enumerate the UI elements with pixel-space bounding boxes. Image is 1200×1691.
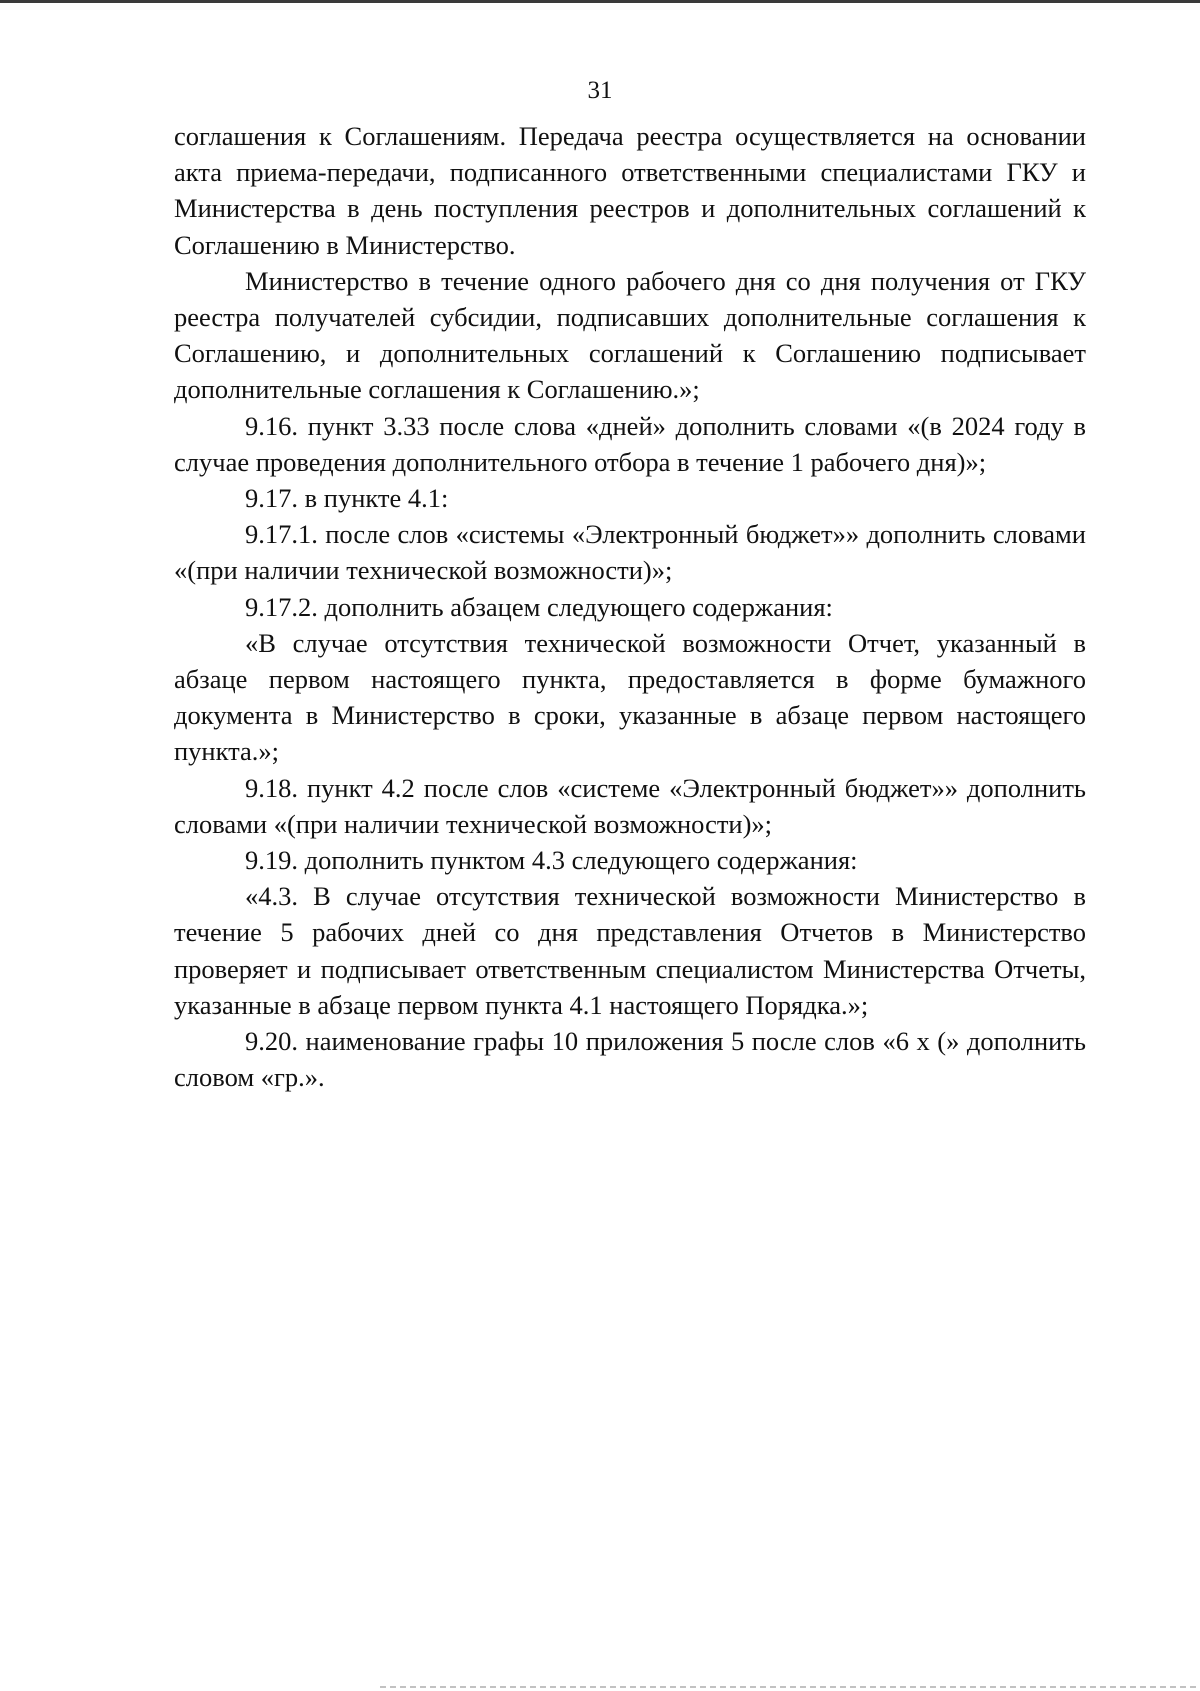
document-body [174,118,1086,1095]
paragraph-item-9-20: 9.20. наименование графы 10 приложения 5 после слов «6 х (» дополнить словом «гр.». [174,1026,1086,1093]
page-number: 31 [587,77,613,104]
paragraph-quoted-report: «В случае отсутствия технической возможности Отчет, указанный в абзаце первом настоящего пункта, предоставляется в форме бумажного документа в Министерство в сроки, указанные в абзаце первом настоящего пункта.»; [174,627,1086,767]
paragraph-item-9-18: 9.18. пункт 4.2 после слов «системе «Электронный бюджет»» дополнить словами «(при наличии технической возможности)»; [174,772,1086,839]
paragraph-ministry-signing: Министерство в течение одного рабочего дня со дня получения от ГКУ реестра получателей субсидии, подписавших дополнительные соглашения к Соглашению, и дополнительных соглашений к Соглашению подписывает дополнительные соглашения к Соглашению.»; [174,265,1086,405]
scan-edge-top [0,0,1200,3]
scan-edge-bottom [380,1686,1200,1688]
paragraph-item-9-17-1: 9.17.1. после слов «системы «Электронный бюджет»» дополнить словами «(при наличии технической возможности)»; [174,519,1086,586]
paragraph-quoted-4-3: «4.3. В случае отсутствия технической возможности Министерство в течение 5 рабочих дней со дня представления Отчетов в Министерство проверяет и подписывает ответственным специалистом Министерства Отчеты, указанные в абзаце первом пункта 4.1 настоящего Порядка.»; [174,881,1086,1020]
paragraph-item-9-17-2: 9.17.2. дополнить абзацем следующего содержания: [245,591,833,622]
paragraph-item-9-16: 9.16. пункт 3.33 после слова «дней» дополнить словами «(в 2024 году в случае проведения дополнительного отбора в течение 1 рабочего дня)»; [174,410,1086,477]
paragraph-continuation: соглашения к Соглашениям. Передача реестра осуществляется на основании акта приема-передачи, подписанного ответственными специалистами ГКУ и Министерства в день поступления реестров и дополнительных соглашений к Соглашению в Министерство. [174,121,1086,260]
paragraph-item-9-19: 9.19. дополнить пунктом 4.3 следующего содержания: [245,845,858,876]
paragraph-item-9-17: 9.17. в пункте 4.1: [245,483,449,514]
